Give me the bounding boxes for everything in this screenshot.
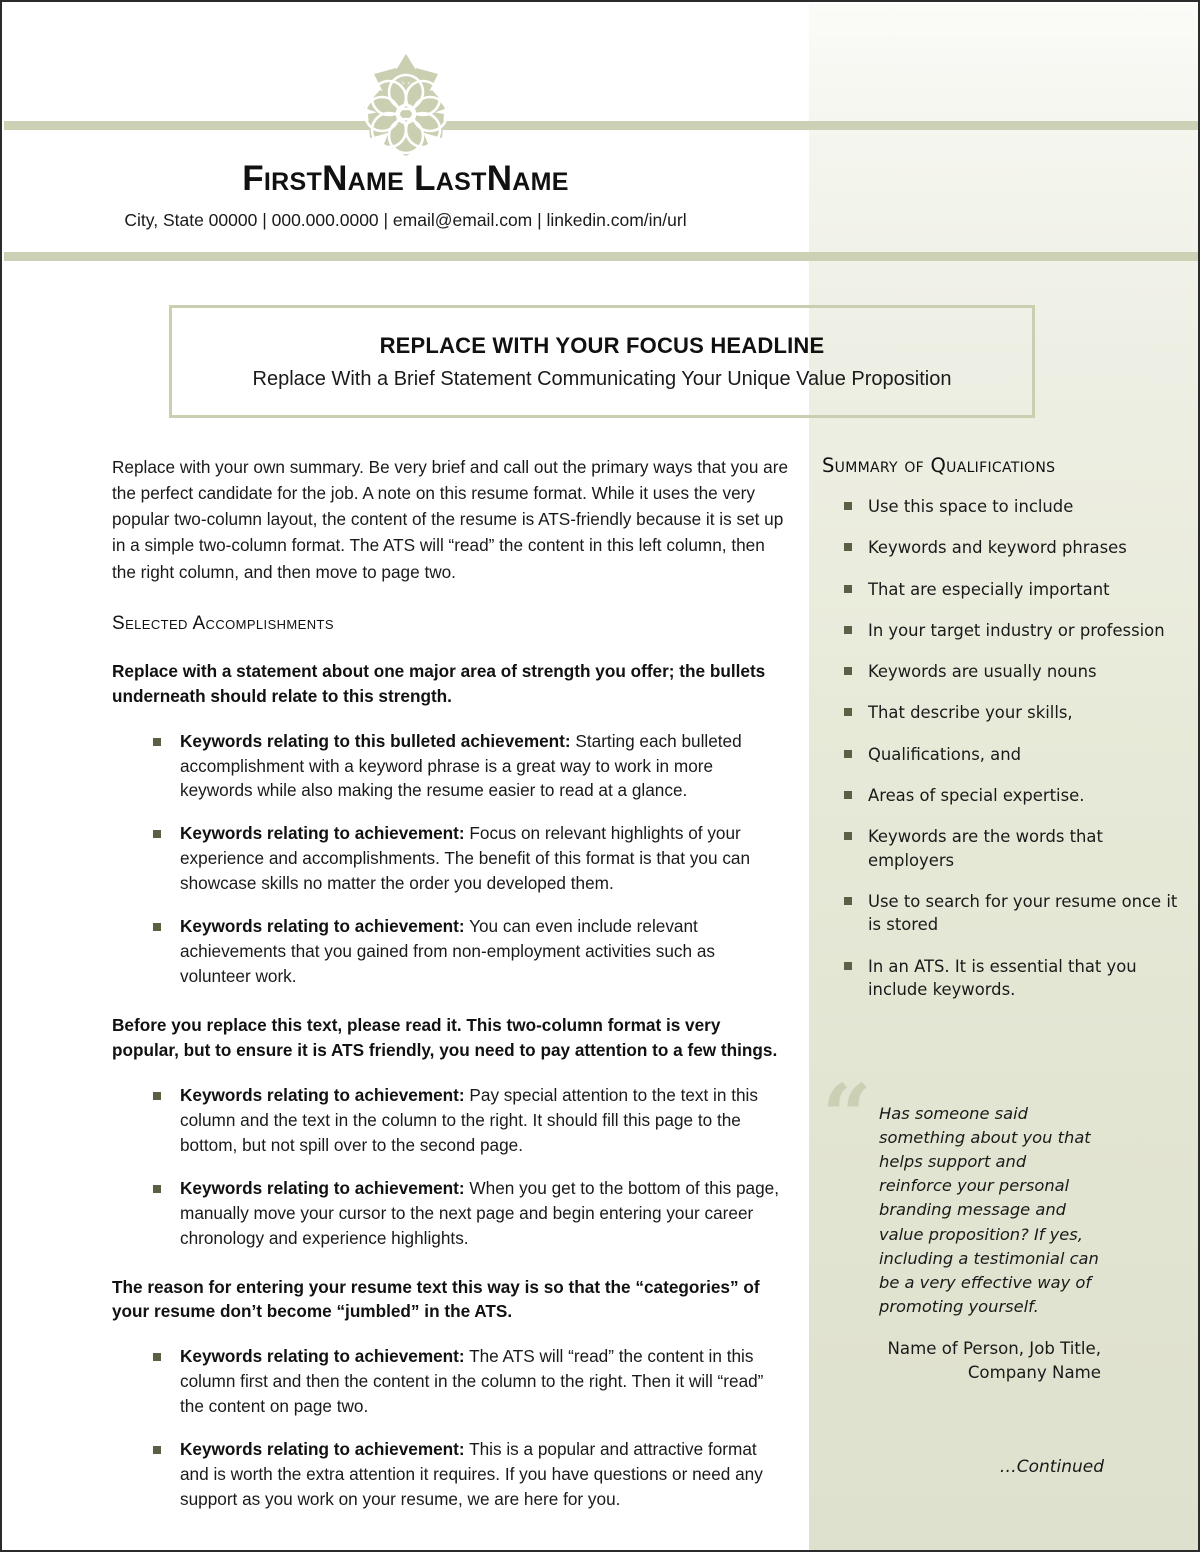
- bullet-body-text: You can even include relevant achievements that you gained from non-employment activities such as volunteer work.: [180, 916, 715, 987]
- quote-mark-icon: “: [822, 1066, 872, 1167]
- bullet-lead-text: Keywords relating to achievement:: [180, 1177, 465, 1198]
- rosette-flower-ornament-icon: [354, 52, 458, 164]
- qualification-text: Use this space to include: [868, 497, 1074, 516]
- qualification-text: Areas of special expertise.: [868, 786, 1085, 806]
- bullet-body-text: Focus on relevant highlights of your experience and accomplishments. The benefit of this format is that you can showcase skills no matter the order you developed them.: [180, 823, 751, 894]
- bullet-body-text: Pay special attention to the text in this column and the text in the column to the right. It should fill this page to the bottom, but not spill over to the second page.: [180, 1084, 758, 1155]
- square-bullet-icon: [153, 923, 161, 931]
- square-bullet-icon: [153, 738, 161, 746]
- list-item: [822, 578, 1182, 601]
- square-bullet-icon: [844, 543, 852, 551]
- qualification-text: That are especially important: [868, 579, 1110, 599]
- bullet-body-text: Starting each bulleted accomplishment with a keyword phrase is a great way to work in more keywords while also making the resume easier to read at a glance.: [180, 730, 742, 801]
- testimonial-attribution: Name of Person, Job Title, Company Name: [887, 1338, 1101, 1383]
- square-bullet-icon: [844, 832, 852, 840]
- list-item: [822, 660, 1182, 683]
- qualification-text: Keywords are the words that employers: [868, 827, 1103, 870]
- bullet-lead-text: Keywords relating to achievement:: [180, 916, 465, 937]
- bullet-body-text: The ATS will “read” the content in this column first and then the content in the column to the right. Then it will “read” the content on page two.: [180, 1346, 764, 1417]
- focus-headline-subtitle: Replace With a Brief Statement Communicating Your Unique Value Proposition: [252, 367, 952, 390]
- square-bullet-icon: [153, 1185, 161, 1193]
- qualification-text: Keywords are usually nouns: [868, 662, 1097, 682]
- square-bullet-icon: [153, 1446, 161, 1454]
- testimonial-block: [822, 1066, 1182, 1385]
- bullet-body-text: This is a popular and attractive format and is worth the extra attention it requires. If you have questions or need any support as you work on your resume, we are here for you.: [180, 1439, 763, 1510]
- qualification-text: In your target industry or profession: [868, 620, 1165, 640]
- left-content-column: [112, 454, 788, 1512]
- list-item: [112, 729, 788, 804]
- logo-container: [2, 52, 809, 164]
- list-item: [112, 821, 788, 896]
- continued-footer-note: …Continued: [999, 1457, 1104, 1477]
- header-rule-bottom: [4, 252, 1200, 261]
- list-item: [822, 743, 1182, 766]
- bullet-lead-text: Keywords relating to achievement:: [180, 1439, 465, 1460]
- qualification-text: That describe your skills,: [868, 703, 1073, 723]
- list-item: [822, 825, 1182, 872]
- accomplishment-bullet-list: [112, 1083, 788, 1251]
- square-bullet-icon: [153, 1353, 161, 1361]
- qualifications-list: [822, 495, 1182, 1001]
- testimonial-text: Has someone said something about you that helps support and reinforce your personal branding message and value proposition? If yes, including a testimonial can be a very effective way of promoting yourself.: [879, 1104, 1099, 1316]
- square-bullet-icon: [844, 626, 852, 634]
- list-item: [822, 955, 1182, 1002]
- list-item: [822, 536, 1182, 559]
- section-heading-summary-of-qualifications: Summary of Qualifications: [822, 454, 1056, 477]
- square-bullet-icon: [844, 667, 852, 675]
- bullet-body-text: When you get to the bottom of this page, manually move your cursor to the next page and begin entering your career chronology and experience highlights.: [180, 1177, 779, 1248]
- list-item: [112, 1083, 788, 1158]
- qualification-text: Use to search for your resume once it is stored: [868, 891, 1178, 935]
- bullet-lead-text: Keywords relating to this bulleted achievement:: [180, 730, 571, 751]
- group-lead-statement: Before you replace this text, please read it. This two-column format is very popular, but to ensure it is ATS friendly, you need to pay attention to a few things.: [112, 1015, 778, 1060]
- list-item: [822, 619, 1182, 642]
- bullet-lead-text: Keywords relating to achievement:: [180, 1346, 465, 1367]
- bullet-lead-text: Keywords relating to achievement:: [180, 1084, 465, 1105]
- right-content-column: [822, 454, 1182, 1019]
- list-item: [822, 701, 1182, 724]
- square-bullet-icon: [844, 962, 852, 970]
- list-item: [112, 1437, 788, 1512]
- section-heading-selected-accomplishments: Selected Accomplishments: [112, 612, 334, 634]
- identity-block: [2, 160, 809, 231]
- list-item: [112, 914, 788, 989]
- focus-headline-box: [169, 305, 1035, 418]
- accomplishment-bullet-list: [112, 1344, 788, 1512]
- square-bullet-icon: [844, 502, 852, 510]
- square-bullet-icon: [844, 708, 852, 716]
- square-bullet-icon: [844, 585, 852, 593]
- group-lead-statement: Replace with a statement about one major area of strength you offer; the bullets underneath should relate to this strength.: [112, 660, 766, 706]
- square-bullet-icon: [153, 1092, 161, 1100]
- list-item: [112, 1344, 788, 1419]
- accomplishment-bullet-list: [112, 729, 788, 989]
- square-bullet-icon: [153, 830, 161, 838]
- contact-line: City, State 00000 | 000.000.0000 | email@email.com | linkedin.com/in/url: [124, 209, 687, 230]
- focus-headline-title: REPLACE WITH YOUR FOCUS HEADLINE: [379, 332, 825, 358]
- square-bullet-icon: [844, 750, 852, 758]
- qualification-text: Qualifications, and: [868, 744, 1022, 764]
- list-item: [822, 784, 1182, 807]
- square-bullet-icon: [844, 897, 852, 905]
- list-item: [822, 495, 1182, 518]
- qualification-text: Keywords and keyword phrases: [868, 538, 1127, 558]
- list-item: [112, 1176, 788, 1251]
- group-lead-statement: The reason for entering your resume text this way is so that the “categories” of your resume don’t become “jumbled” in the ATS.: [112, 1276, 760, 1322]
- square-bullet-icon: [844, 791, 852, 799]
- summary-paragraph: Replace with your own summary. Be very brief and call out the primary ways that you are the perfect candidate for the job. A note on this resume format. While it uses the very popular two-column layout, the content of the resume is ATS-friendly because it is set up in a simple two-column format. The ATS will “read” the content in this left column, then the right column, and then move to page two.: [112, 457, 789, 582]
- qualification-text: In an ATS. It is essential that you include keywords.: [868, 956, 1137, 999]
- list-item: [822, 890, 1182, 937]
- bullet-lead-text: Keywords relating to achievement:: [180, 823, 465, 844]
- candidate-name: FirstName LastName: [242, 159, 569, 198]
